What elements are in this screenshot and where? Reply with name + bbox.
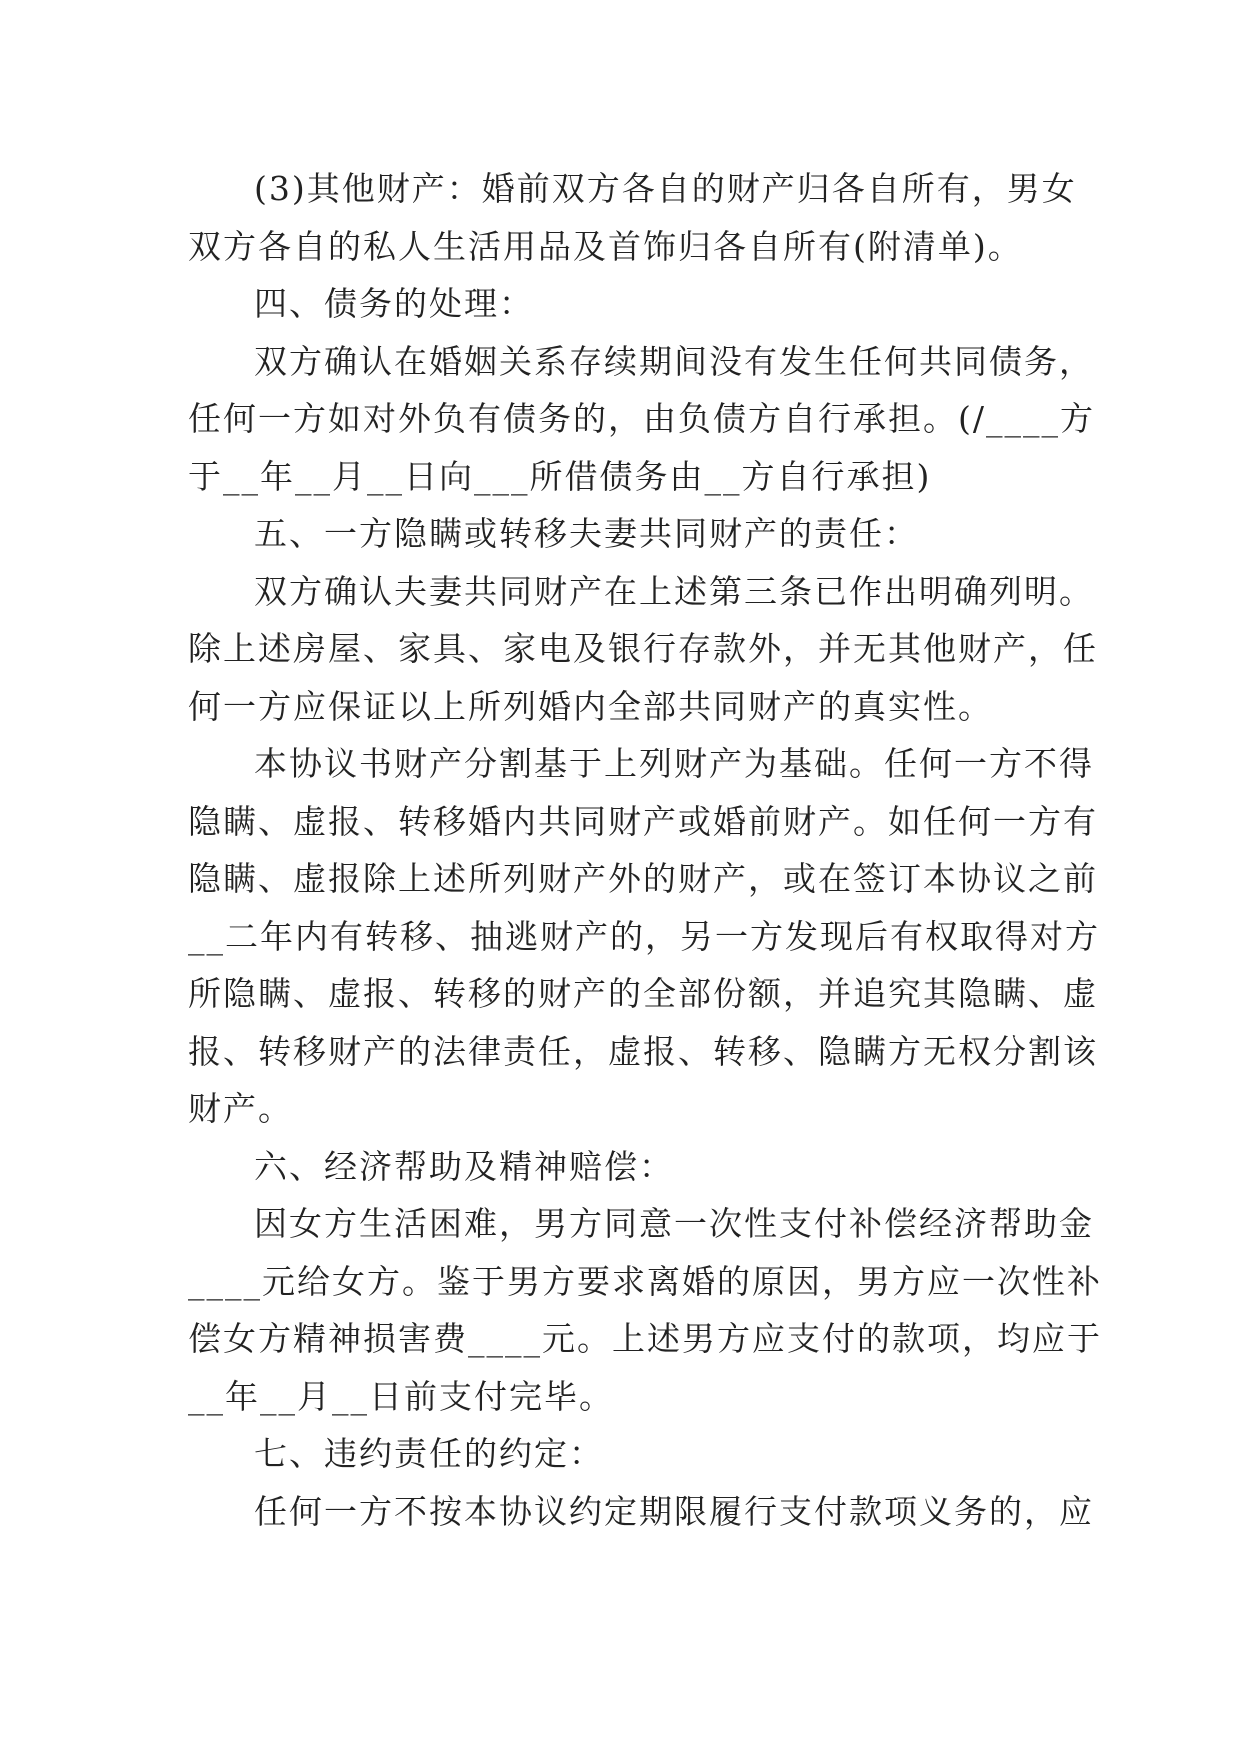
section-4-heading: 四、债务的处理：	[254, 284, 534, 323]
section-6-text-line-3: 偿女方精神损害费____元。上述男方应支付的款项，均应于	[188, 1319, 1102, 1358]
section-5-para-1-line-3: 何一方应保证以上所列婚内全部共同财产的真实性。	[188, 686, 993, 726]
section-6-text-line-1: 因女方生活困难，男方同意一次性支付补偿经济帮助金	[254, 1204, 1094, 1243]
section-5-para-1-line-1: 双方确认夫妻共同财产在上述第三条已作出明确列明。	[254, 571, 1094, 611]
clause-3-3-line-2: 双方各自的私人生活用品及首饰归各自所有(附清单)。	[188, 226, 1023, 266]
section-7-heading: 七、违约责任的约定：	[254, 1434, 604, 1473]
section-6-heading: 六、经济帮助及精神赔偿：	[254, 1146, 674, 1186]
section-4-text-line-2: 任何一方如对外负有债务的，由负债方自行承担。(/____方	[188, 399, 1095, 438]
document-body	[188, 160, 1102, 1540]
section-5-para-2-line-5: 所隐瞒、虚报、转移的财产的全部份额，并追究其隐瞒、虚	[188, 974, 1098, 1013]
section-4-text-line-1: 双方确认在婚姻关系存续期间没有发生任何共同债务，	[254, 341, 1094, 381]
section-5-para-2-line-1: 本协议书财产分割基于上列财产为基础。任何一方不得	[254, 744, 1094, 783]
section-5-para-2-line-6: 报、转移财产的法律责任，虚报、转移、隐瞒方无权分割该	[188, 1031, 1098, 1071]
section-5-para-2-line-3: 隐瞒、虚报除上述所列财产外的财产，或在签订本协议之前	[188, 859, 1098, 898]
section-7-text-line-1: 任何一方不按本协议约定期限履行支付款项义务的，应	[254, 1491, 1094, 1531]
section-6-text-line-4: __年__月__日前支付完毕。	[188, 1376, 614, 1416]
section-5-heading: 五、一方隐瞒或转移夫妻共同财产的责任：	[254, 514, 919, 553]
section-5-para-1-line-2: 除上述房屋、家具、家电及银行存款外，并无其他财产，任	[188, 629, 1098, 668]
section-5-para-2-line-2: 隐瞒、虚报、转移婚内共同财产或婚前财产。如任何一方有	[188, 801, 1098, 841]
section-6-text-line-2: ____元给女方。鉴于男方要求离婚的原因，男方应一次性补	[188, 1261, 1102, 1301]
section-5-para-2-line-4: __二年内有转移、抽逃财产的，另一方发现后有权取得对方	[188, 916, 1100, 956]
clause-3-3-line-1: (3)其他财产：婚前双方各自的财产归各自所有，男女	[254, 169, 1077, 208]
section-5-para-2-line-7: 财产。	[188, 1089, 293, 1128]
section-4-text-line-3: 于__年__月__日向___所借债务由__方自行承担)	[188, 456, 932, 496]
